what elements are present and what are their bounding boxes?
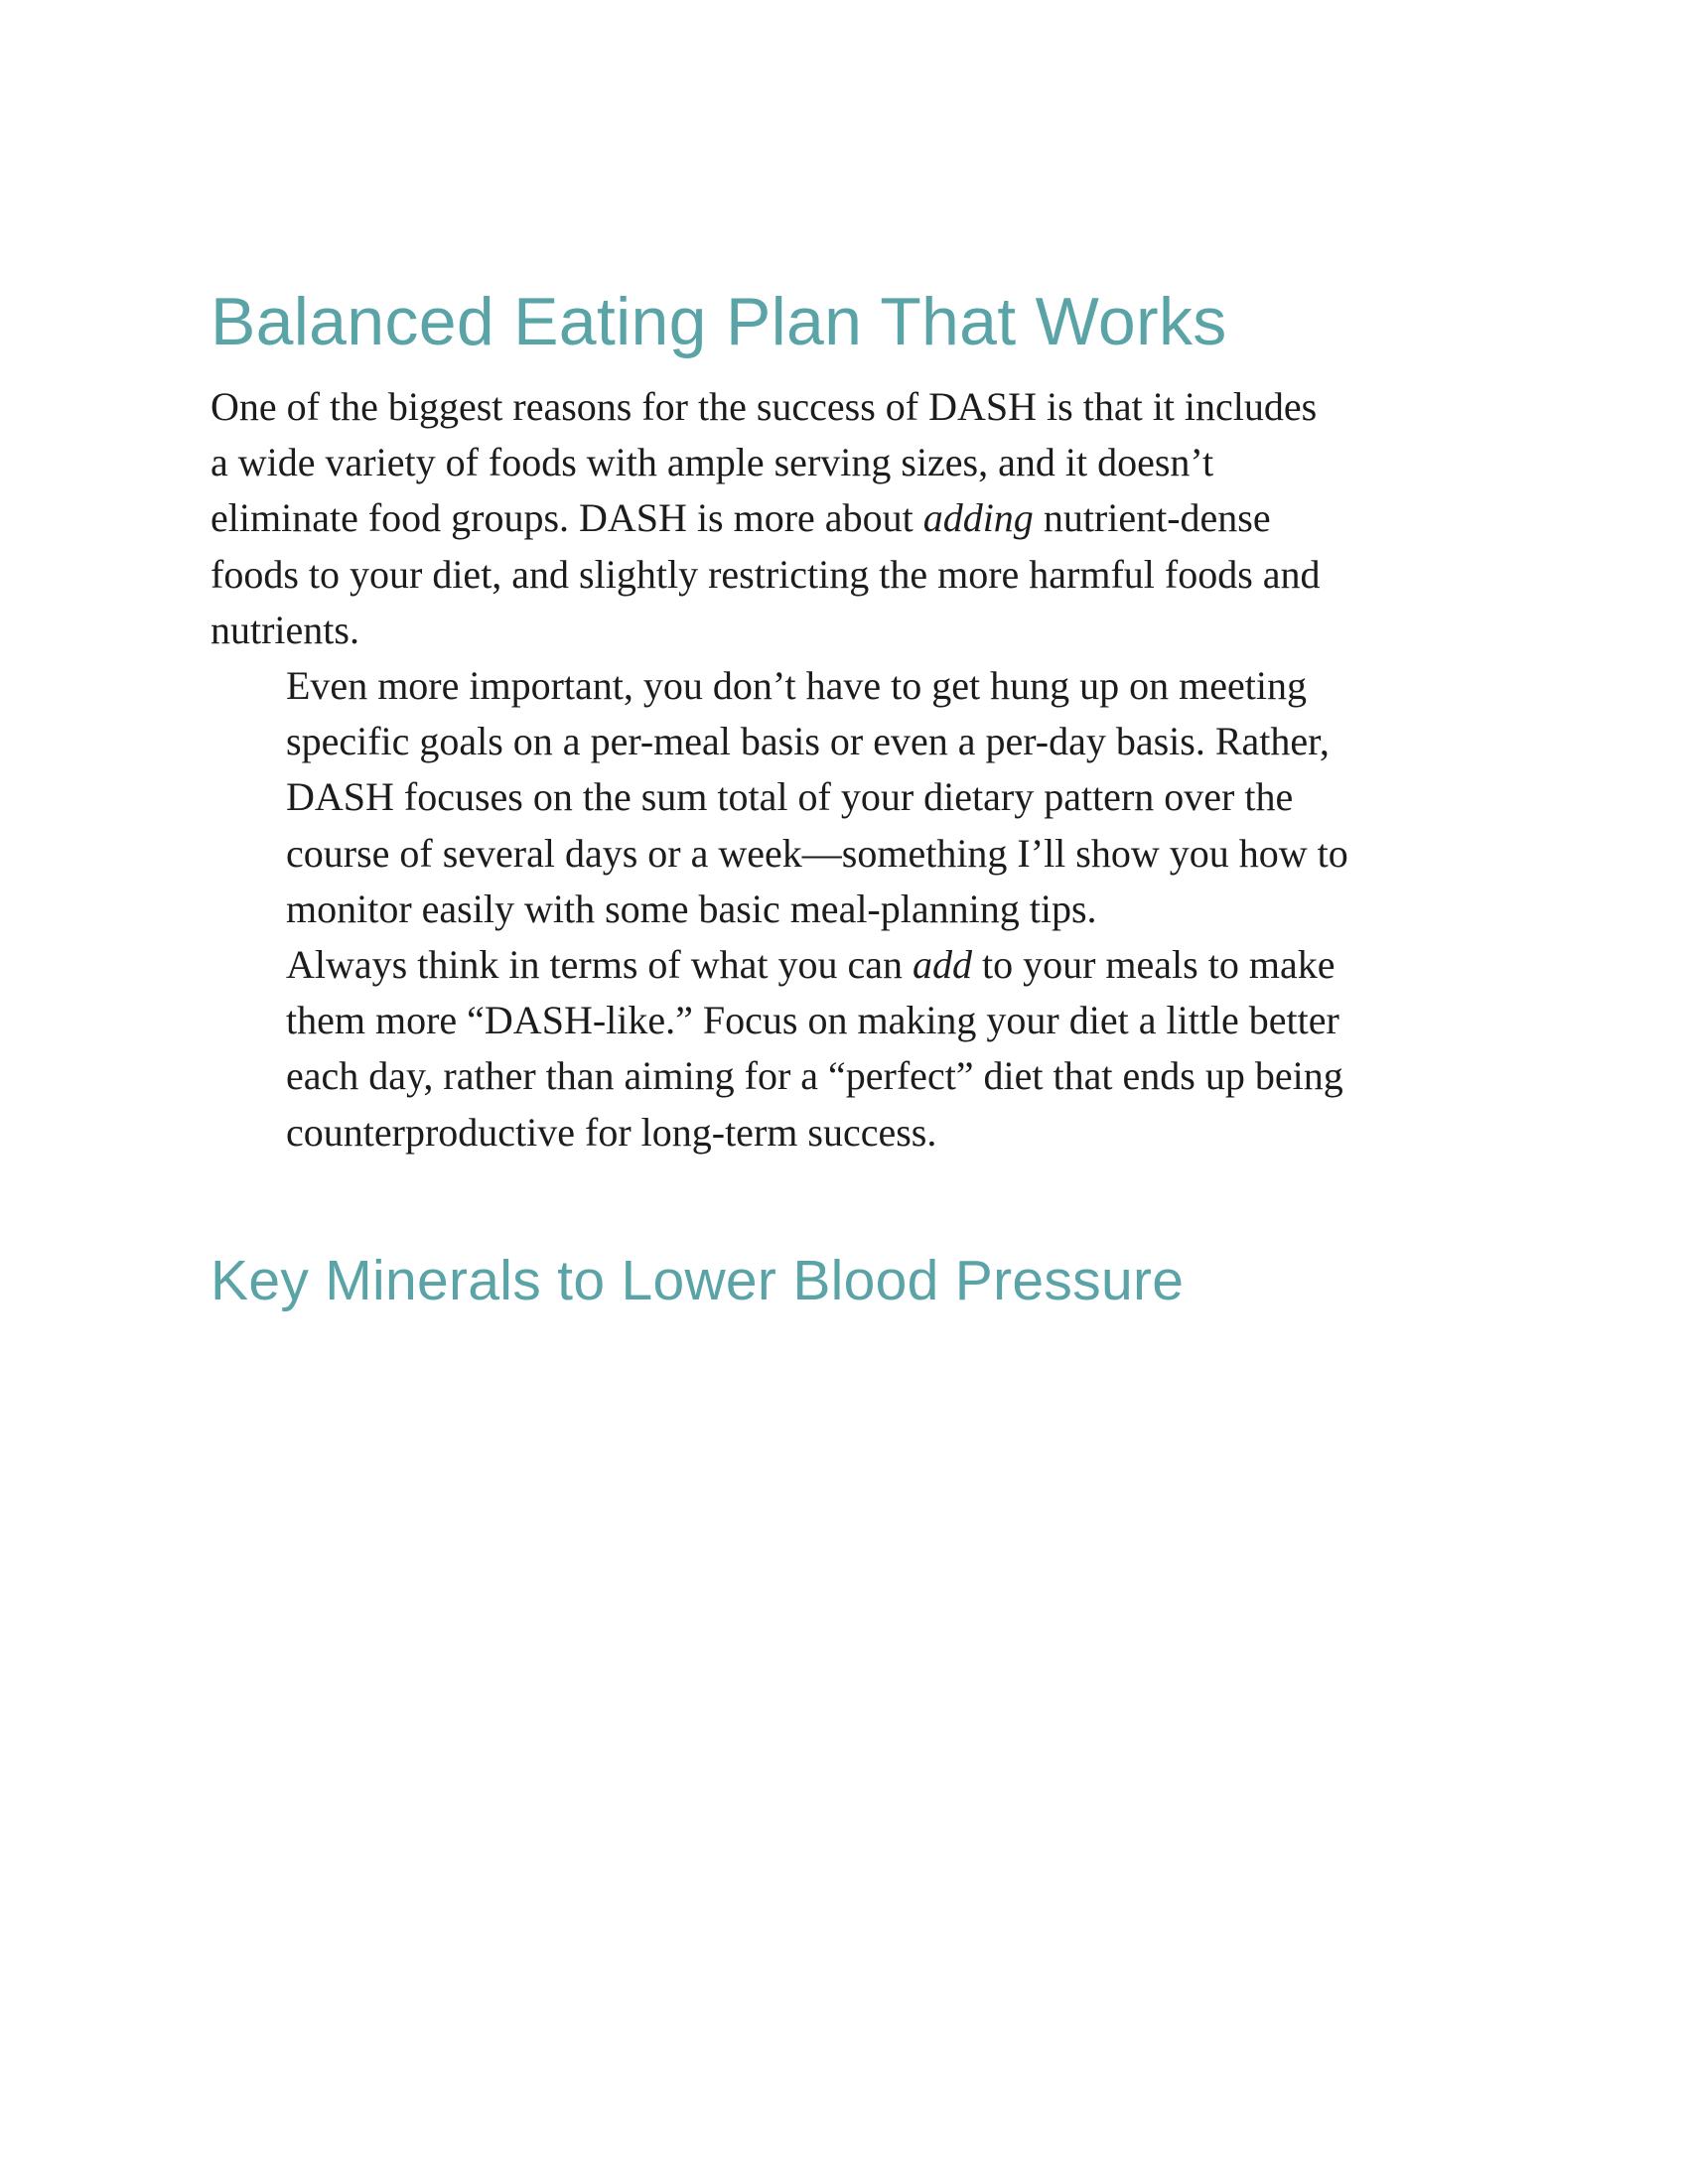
- text-run: them more “DASH-like.” Focus on making your diet a little better: [286, 998, 1339, 1043]
- paragraph-line: [211, 658, 1491, 714]
- text-run: DASH focuses on the sum total of your dietary pattern over the: [286, 774, 1294, 820]
- text-run: to your meals to make: [972, 942, 1336, 988]
- paragraph-line: [211, 1048, 1491, 1104]
- text-run: Even more important, you don’t have to get hung up on meeting: [286, 663, 1307, 709]
- text-run: eliminate food groups. DASH is more about: [211, 495, 923, 541]
- section-heading-key-minerals: Key Minerals to Lower Blood Pressure: [211, 1249, 1185, 1312]
- paragraph-line: [211, 826, 1491, 882]
- paragraph-line: [211, 769, 1491, 825]
- text-run: nutrients.: [211, 607, 359, 652]
- text-run: Always think in terms of what you can: [286, 942, 913, 988]
- text-run: a wide variety of foods with ample serving sizes, and it doesn’t: [211, 440, 1214, 485]
- paragraph-line: [211, 435, 1491, 490]
- paragraph-line: [211, 993, 1491, 1048]
- text-run: One of the biggest reasons for the success of DASH is that it includes: [211, 384, 1318, 429]
- body-text: [211, 379, 1491, 1160]
- body-paragraph: [211, 379, 1491, 658]
- text-run: foods to your diet, and slightly restricting the more harmful foods and: [211, 551, 1321, 597]
- section-heading-balanced-eating: Balanced Eating Plan That Works: [211, 284, 1227, 359]
- paragraph-line: [211, 379, 1491, 435]
- text-run: each day, rather than aiming for a “perfect” diet that ends up being: [286, 1053, 1343, 1099]
- body-paragraph: [211, 937, 1491, 1160]
- emphasized-word: add: [913, 942, 972, 988]
- paragraph-line: [211, 882, 1491, 937]
- emphasized-word: adding: [922, 495, 1034, 541]
- paragraph-line: [211, 1105, 1491, 1160]
- body-paragraph: [211, 658, 1491, 937]
- text-run: specific goals on a per-meal basis or even a per-day basis. Rather,: [286, 719, 1330, 764]
- paragraph-line: [211, 603, 1491, 658]
- text-run: nutrient-dense: [1033, 495, 1271, 541]
- paragraph-line: [211, 714, 1491, 769]
- paragraph-line: [211, 937, 1491, 993]
- paragraph-line: [211, 547, 1491, 603]
- paragraph-line: [211, 490, 1491, 546]
- text-run: monitor easily with some basic meal-planning tips.: [286, 886, 1097, 931]
- text-run: counterproductive for long-term success.: [286, 1109, 937, 1155]
- text-run: course of several days or a week—something I’ll show you how to: [286, 830, 1348, 876]
